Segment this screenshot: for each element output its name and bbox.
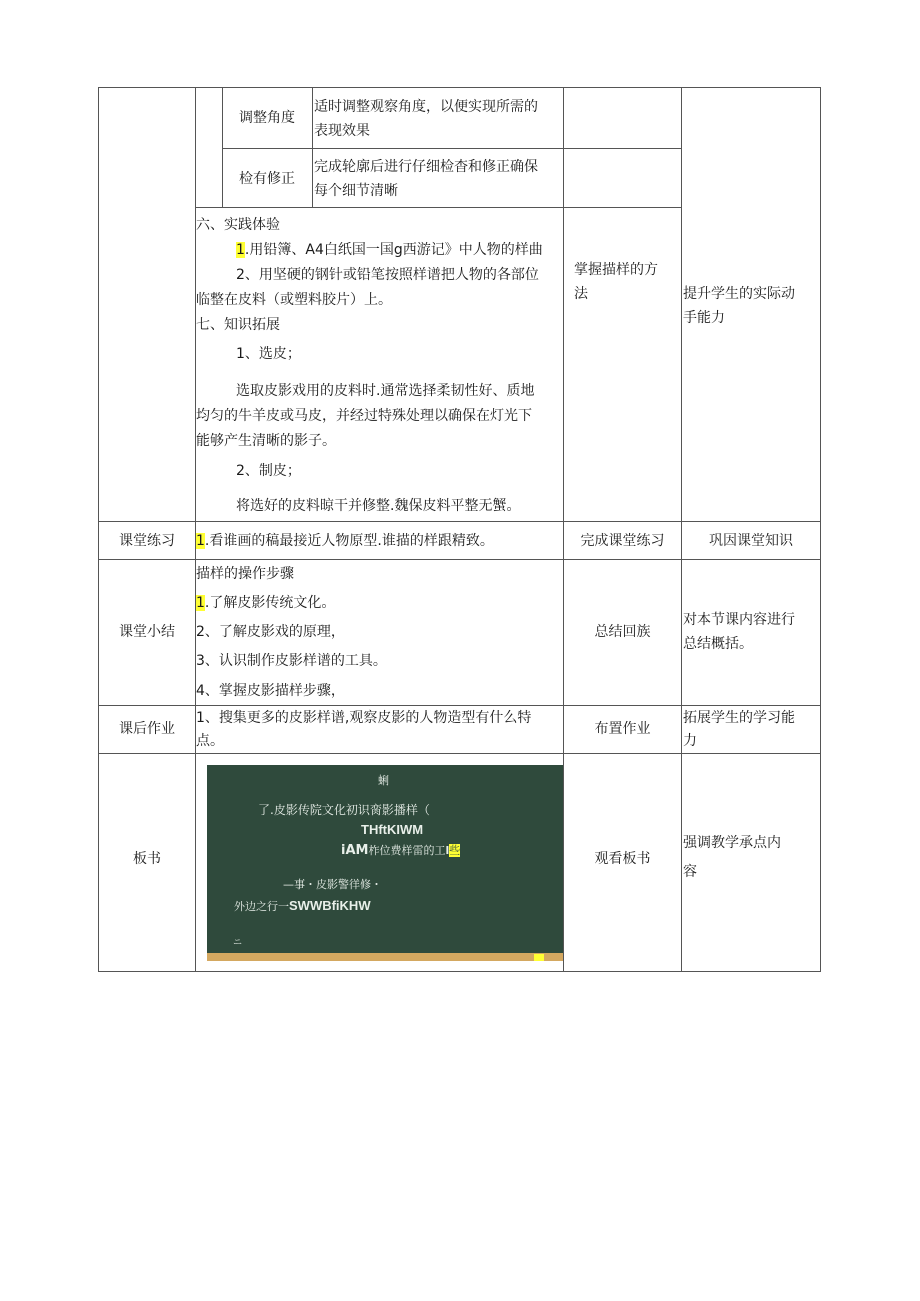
blackboard-chalk-tray [207,953,563,961]
board-line-5: 外边之行一SWWBfiKHW [234,898,371,913]
summary-goal-1: 对本节课内容进行 [683,612,795,628]
highlight-number: 1 [196,533,205,549]
homework-text-1: 1、搜集更多的皮影样谱,观察皮影的人物造型有什么特 [196,710,532,726]
extension-sub-2: 2、制皮； [236,463,301,479]
extension-para-1-line-1: 选取皮影戏用的皮料时.通常选择柔韧性好、质地 [236,383,535,399]
homework-activity: 布置作业 [594,721,651,737]
board-line-2: THftKIWM [361,822,424,837]
practice-method-2: 法 [574,286,588,302]
summary-item-1: 1.了解皮影传统文化。 [196,595,336,611]
board-line-1: 了.皮影传院文化初识脔影播样（ [258,803,430,817]
extension-heading: 七、知识拓展 [196,317,280,333]
homework-goal-1: 拓展学生的学习能 [683,710,795,726]
practice-item-2-cont: 临整在皮料（或塑料胶片）上。 [196,292,392,308]
exercise-label: 课堂练习 [119,533,175,549]
practice-goal-2: 手能力 [683,310,725,326]
summary-label: 课堂小结 [119,624,175,640]
summary-activity: 总结回族 [594,624,651,640]
highlight-mark [534,954,544,961]
blackboard-image [207,765,563,953]
step-adjust-desc-1: 适时调整观察角度，以便实现所需的 [314,99,538,115]
extension-para-1-line-2: 均匀的牛羊皮或马皮，并经过特殊处理以确保在灯光下 [196,408,532,424]
board-line-4: —事・皮影警徉修・ [283,878,382,891]
step-check-desc-1: 完成轮廓后进行仔细检杳和修正确保 [314,159,538,175]
board-line-6: ニ [233,938,243,948]
highlight-number: 1 [196,595,205,611]
practice-heading: 六、实践体验 [196,217,280,233]
homework-text-2: 点。 [196,733,224,749]
step-check-name: 检有修正 [239,171,295,187]
board-goal-1: 强调教学承点内 [683,835,781,851]
board-goal-2: 容 [683,864,697,880]
exercise-text: 1.看谁画的稿最接近人物原型.谁描的样跟精致。 [196,533,494,549]
extension-para-1-line-3: 能够产生清晰的影子。 [196,433,336,449]
summary-item-4: 4、掌握皮影描样步骤， [196,683,345,699]
step-adjust-desc-2: 表现效果 [314,123,370,139]
practice-item-2: 2、用坚硬的钢针或铅笔按照样谱把人物的各部位 [236,267,539,283]
homework-label: 课后作业 [119,721,175,737]
homework-goal-2: 力 [683,733,697,749]
step-adjust-name: 调整角度 [239,110,295,126]
exercise-goal: 巩因课堂知识 [709,533,793,549]
practice-method-1: 掌握描样的方 [574,262,658,278]
summary-heading: 描样的操作步骤 [196,566,294,582]
extension-para-2: 将选好的皮料晾干并修整.魏保皮料平整无蟹。 [236,498,521,514]
summary-item-3: 3、认识制作皮影样谱的工具。 [196,653,387,669]
summary-goal-2: 总结概括。 [683,636,753,652]
practice-item-1: 1.用铅簿、A4白纸国一国g西游记》中人物的样曲 [236,242,543,258]
board-line-3: iAM柞位费样雷的工l些 [341,843,461,858]
board-label: 板书 [133,851,161,867]
highlight-number: 1 [236,242,245,258]
extension-sub-1: 1、选皮； [236,346,301,362]
exercise-activity: 完成课堂练习 [580,533,665,549]
step-check-desc-2: 每个细节清晰 [314,183,398,199]
board-title: 蜊 [378,774,389,787]
board-activity: 观看板书 [594,851,651,867]
summary-item-2: 2、了解皮影戏的原理， [196,624,345,640]
practice-goal-1: 提升学生的实际动 [683,286,795,302]
